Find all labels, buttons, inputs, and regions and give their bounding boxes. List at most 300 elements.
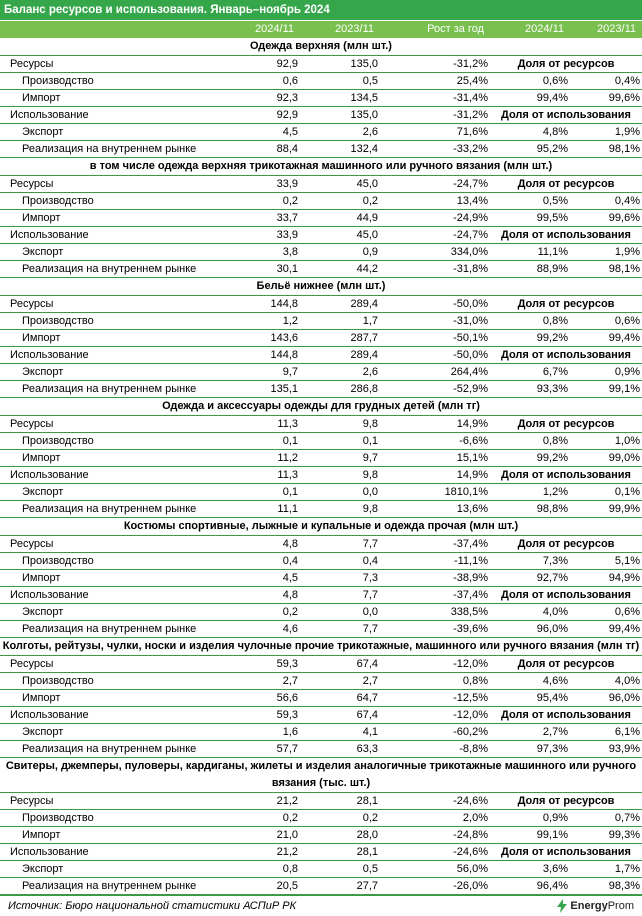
- share-2024: 4,0%: [542, 606, 568, 618]
- share-2023: 1,7%: [614, 863, 640, 875]
- table-row: [0, 313, 642, 330]
- value-2023: 286,8: [350, 383, 378, 395]
- share-2024: 2,7%: [542, 726, 568, 738]
- header-share-2023: 2023/11: [597, 23, 636, 35]
- row-label: Производство: [22, 675, 94, 687]
- row-label: Реализация на внутреннем рынке: [22, 263, 197, 275]
- value-2023: 64,7: [356, 692, 378, 704]
- row-label: Ресурсы: [10, 418, 54, 430]
- share-2023: 0,4%: [614, 195, 640, 207]
- share-2023: 1,9%: [614, 246, 640, 258]
- share-2023: 0,9%: [614, 366, 640, 378]
- share-2024: 1,2%: [542, 486, 568, 498]
- value-2023: 289,4: [350, 298, 378, 310]
- growth-value: -8,8%: [459, 743, 488, 755]
- value-2024: 21,2: [276, 795, 298, 807]
- growth-value: -38,9%: [453, 572, 488, 584]
- table-row: [0, 176, 642, 193]
- table-row: [0, 741, 642, 758]
- table-row: [0, 416, 642, 433]
- share-resources-heading: Доля от ресурсов: [517, 418, 615, 430]
- share-2023: 4,0%: [614, 675, 640, 687]
- share-2024: 99,4%: [536, 92, 568, 104]
- table-row: [0, 484, 642, 501]
- growth-value: -39,6%: [453, 623, 488, 635]
- value-2024: 21,2: [276, 846, 298, 858]
- growth-value: 71,6%: [456, 126, 488, 138]
- value-2023: 7,3: [362, 572, 378, 584]
- table-row: [0, 347, 642, 364]
- value-2024: 4,6: [282, 623, 298, 635]
- row-label: Реализация на внутреннем рынке: [22, 880, 197, 892]
- table-row: [0, 656, 642, 673]
- table-row: [0, 604, 642, 621]
- share-usage-heading: Доля от использования: [501, 709, 631, 721]
- table-row: [0, 90, 642, 107]
- row-label: Использование: [10, 349, 89, 361]
- value-2024: 9,7: [282, 366, 298, 378]
- share-2024: 0,6%: [542, 75, 568, 87]
- value-2023: 0,5: [362, 863, 378, 875]
- share-resources-heading: Доля от ресурсов: [517, 298, 615, 310]
- table-row: [0, 381, 642, 398]
- share-2024: 0,5%: [542, 195, 568, 207]
- row-label: Ресурсы: [10, 538, 54, 550]
- row-label: Использование: [10, 589, 89, 601]
- growth-value: -31,4%: [453, 92, 488, 104]
- share-2023: 98,1%: [608, 143, 640, 155]
- value-2023: 4,1: [362, 726, 378, 738]
- share-2024: 0,8%: [542, 435, 568, 447]
- header-2024: 2024/11: [255, 23, 294, 35]
- page-title: Баланс ресурсов и использования. Январь–ноябрь 2024: [0, 0, 642, 20]
- value-2023: 44,2: [356, 263, 378, 275]
- row-label: Экспорт: [22, 863, 64, 875]
- table-row: [0, 861, 642, 878]
- value-2024: 135,1: [270, 383, 298, 395]
- growth-value: 14,9%: [456, 418, 488, 430]
- share-usage-heading: Доля от использования: [501, 349, 631, 361]
- row-label: Ресурсы: [10, 795, 54, 807]
- table-row: [0, 261, 642, 278]
- value-2024: 33,7: [276, 212, 298, 224]
- row-label: Ресурсы: [10, 658, 54, 670]
- source-note: Источник: Бюро национальной статистики АСПиР РК: [8, 900, 297, 912]
- share-2024: 3,6%: [542, 863, 568, 875]
- value-2023: 67,4: [356, 658, 378, 670]
- row-label: Экспорт: [22, 486, 64, 498]
- balance-table: [0, 38, 642, 895]
- share-usage-heading: Доля от использования: [501, 469, 631, 481]
- growth-value: 0,8%: [462, 675, 488, 687]
- row-label: Использование: [10, 109, 89, 121]
- header-growth: Рост за год: [427, 23, 484, 35]
- value-2023: 45,0: [356, 178, 378, 190]
- value-2023: 0,1: [362, 435, 378, 447]
- value-2024: 0,8: [282, 863, 298, 875]
- table-row: [0, 587, 642, 604]
- value-2023: 135,0: [350, 58, 378, 70]
- growth-value: 14,9%: [456, 469, 488, 481]
- row-label: Использование: [10, 846, 89, 858]
- share-2024: 92,7%: [536, 572, 568, 584]
- share-2023: 6,1%: [614, 726, 640, 738]
- value-2024: 92,9: [276, 109, 298, 121]
- section-title: Бельё нижнее (млн шт.): [0, 278, 642, 296]
- table-row: [0, 878, 642, 895]
- growth-value: -26,0%: [453, 880, 488, 892]
- value-2023: 63,3: [356, 743, 378, 755]
- row-label: Производство: [22, 812, 94, 824]
- table-row: [0, 244, 642, 261]
- share-2024: 96,0%: [536, 623, 568, 635]
- value-2024: 0,6: [282, 75, 298, 87]
- value-2023: 0,0: [362, 486, 378, 498]
- value-2023: 45,0: [356, 229, 378, 241]
- table-row: [0, 793, 642, 810]
- footer: [0, 895, 642, 916]
- value-2023: 9,8: [362, 469, 378, 481]
- table-row: [0, 433, 642, 450]
- table-row: [0, 690, 642, 707]
- value-2023: 135,0: [350, 109, 378, 121]
- row-label: Импорт: [22, 212, 61, 224]
- row-label: Импорт: [22, 829, 61, 841]
- value-2024: 0,1: [282, 435, 298, 447]
- value-2023: 0,5: [362, 75, 378, 87]
- growth-value: -24,7%: [453, 178, 488, 190]
- table-row: [0, 124, 642, 141]
- value-2024: 33,9: [276, 178, 298, 190]
- value-2024: 0,2: [282, 606, 298, 618]
- table-row: [0, 73, 642, 90]
- growth-value: 13,4%: [456, 195, 488, 207]
- share-2024: 99,1%: [536, 829, 568, 841]
- value-2024: 2,7: [282, 675, 298, 687]
- header-label-spacer: [0, 21, 240, 38]
- column-header-row: [0, 20, 642, 38]
- value-2023: 132,4: [350, 143, 378, 155]
- value-2024: 4,8: [282, 589, 298, 601]
- share-resources-heading: Доля от ресурсов: [517, 58, 615, 70]
- row-label: Экспорт: [22, 246, 64, 258]
- table-row: [0, 450, 642, 467]
- share-2023: 1,0%: [614, 435, 640, 447]
- value-2024: 33,9: [276, 229, 298, 241]
- share-2024: 95,4%: [536, 692, 568, 704]
- value-2023: 7,7: [362, 623, 378, 635]
- logo-main-text: Energy: [570, 900, 608, 912]
- growth-value: -24,9%: [453, 212, 488, 224]
- value-2023: 2,6: [362, 366, 378, 378]
- value-2024: 4,5: [282, 126, 298, 138]
- value-2023: 0,4: [362, 555, 378, 567]
- section-title: Костюмы спортивные, лыжные и купальные и одежда прочая (млн шт.): [0, 518, 642, 536]
- growth-value: -31,2%: [453, 109, 488, 121]
- share-2024: 98,8%: [536, 503, 568, 515]
- section-title: Свитеры, джемперы, пуловеры, кардиганы, жилеты и изделия аналогичные трикотажные машинного или ручного вязания (тыс. шт.): [0, 758, 642, 793]
- value-2024: 30,1: [276, 263, 298, 275]
- value-2024: 56,6: [276, 692, 298, 704]
- growth-value: 334,0%: [450, 246, 488, 258]
- table-row: [0, 570, 642, 587]
- value-2023: 7,7: [362, 589, 378, 601]
- share-2023: 99,6%: [608, 92, 640, 104]
- row-label: Использование: [10, 709, 89, 721]
- value-2024: 144,8: [270, 349, 298, 361]
- value-2024: 1,2: [282, 315, 298, 327]
- row-label: Производство: [22, 195, 94, 207]
- share-2023: 93,9%: [608, 743, 640, 755]
- table-row: [0, 810, 642, 827]
- share-2024: 6,7%: [542, 366, 568, 378]
- share-resources-heading: Доля от ресурсов: [517, 178, 615, 190]
- row-label: Экспорт: [22, 726, 64, 738]
- share-2024: 0,9%: [542, 812, 568, 824]
- value-2024: 0,2: [282, 812, 298, 824]
- growth-value: -12,0%: [453, 658, 488, 670]
- section-title: в том числе одежда верхняя трикотажная машинного или ручного вязания (млн шт.): [0, 158, 642, 176]
- share-usage-heading: Доля от использования: [501, 109, 631, 121]
- value-2024: 144,8: [270, 298, 298, 310]
- growth-value: 15,1%: [456, 452, 488, 464]
- table-row: [0, 553, 642, 570]
- share-2023: 0,7%: [614, 812, 640, 824]
- share-2023: 99,4%: [608, 332, 640, 344]
- value-2024: 4,5: [282, 572, 298, 584]
- value-2024: 21,0: [276, 829, 298, 841]
- growth-value: 56,0%: [456, 863, 488, 875]
- table-row: [0, 467, 642, 484]
- value-2023: 0,2: [362, 812, 378, 824]
- value-2023: 2,6: [362, 126, 378, 138]
- growth-value: -24,6%: [453, 795, 488, 807]
- table-row: [0, 107, 642, 124]
- share-2023: 5,1%: [614, 555, 640, 567]
- value-2024: 143,6: [270, 332, 298, 344]
- share-resources-heading: Доля от ресурсов: [517, 658, 615, 670]
- table-row: [0, 227, 642, 244]
- share-resources-heading: Доля от ресурсов: [517, 795, 615, 807]
- header-2023: 2023/11: [335, 23, 374, 35]
- share-2023: 0,6%: [614, 315, 640, 327]
- row-label: Ресурсы: [10, 58, 54, 70]
- value-2024: 92,9: [276, 58, 298, 70]
- table-row: [0, 707, 642, 724]
- logo-sub-text: Prom: [607, 900, 634, 912]
- share-2023: 99,9%: [608, 503, 640, 515]
- value-2024: 59,3: [276, 709, 298, 721]
- value-2024: 11,2: [277, 452, 298, 464]
- share-2023: 98,1%: [608, 263, 640, 275]
- row-label: Ресурсы: [10, 178, 54, 190]
- table-row: [0, 141, 642, 158]
- row-label: Использование: [10, 469, 89, 481]
- share-usage-heading: Доля от использования: [501, 229, 631, 241]
- value-2023: 28,1: [356, 846, 378, 858]
- table-row: [0, 844, 642, 861]
- value-2024: 0,1: [282, 486, 298, 498]
- growth-value: 338,5%: [450, 606, 488, 618]
- growth-value: -31,8%: [453, 263, 488, 275]
- value-2023: 9,8: [362, 503, 378, 515]
- table-row: [0, 193, 642, 210]
- share-2024: 7,3%: [542, 555, 568, 567]
- share-2023: 0,1%: [614, 486, 640, 498]
- row-label: Импорт: [22, 92, 61, 104]
- share-2023: 98,3%: [608, 880, 640, 892]
- row-label: Импорт: [22, 692, 61, 704]
- share-2024: 96,4%: [536, 880, 568, 892]
- value-2024: 20,5: [276, 880, 298, 892]
- row-label: Производство: [22, 555, 94, 567]
- value-2023: 7,7: [362, 538, 378, 550]
- value-2024: 57,7: [276, 743, 298, 755]
- value-2023: 1,7: [362, 315, 378, 327]
- value-2023: 2,7: [362, 675, 378, 687]
- growth-value: -33,2%: [453, 143, 488, 155]
- growth-value: -31,0%: [453, 315, 488, 327]
- row-label: Реализация на внутреннем рынке: [22, 503, 197, 515]
- row-label: Использование: [10, 229, 89, 241]
- table-row: [0, 56, 642, 73]
- table-row: [0, 330, 642, 347]
- value-2024: 59,3: [276, 658, 298, 670]
- share-2024: 88,9%: [536, 263, 568, 275]
- growth-value: -50,0%: [453, 349, 488, 361]
- energyprom-logo: [556, 899, 634, 913]
- table-row: [0, 673, 642, 690]
- growth-value: -24,7%: [453, 229, 488, 241]
- share-2024: 95,2%: [536, 143, 568, 155]
- value-2024: 4,8: [282, 538, 298, 550]
- value-2024: 1,6: [282, 726, 298, 738]
- table-row: [0, 210, 642, 227]
- table-row: [0, 501, 642, 518]
- share-2023: 96,0%: [608, 692, 640, 704]
- growth-value: -50,0%: [453, 298, 488, 310]
- row-label: Ресурсы: [10, 298, 54, 310]
- header-share-2024: 2024/11: [525, 23, 564, 35]
- share-usage-heading: Доля от использования: [501, 589, 631, 601]
- share-2023: 0,6%: [614, 606, 640, 618]
- value-2023: 27,7: [356, 880, 378, 892]
- growth-value: -31,2%: [453, 58, 488, 70]
- value-2023: 289,4: [350, 349, 378, 361]
- share-2023: 1,9%: [614, 126, 640, 138]
- share-2024: 99,2%: [536, 332, 568, 344]
- value-2023: 0,2: [362, 195, 378, 207]
- value-2023: 44,9: [356, 212, 378, 224]
- value-2023: 28,0: [356, 829, 378, 841]
- share-2023: 99,1%: [608, 383, 640, 395]
- growth-value: -60,2%: [453, 726, 488, 738]
- growth-value: 25,4%: [456, 75, 488, 87]
- table-row: [0, 724, 642, 741]
- row-label: Импорт: [22, 332, 61, 344]
- value-2023: 134,5: [350, 92, 378, 104]
- row-label: Реализация на внутреннем рынке: [22, 623, 197, 635]
- share-2024: 99,5%: [536, 212, 568, 224]
- value-2023: 67,4: [356, 709, 378, 721]
- share-2023: 0,4%: [614, 75, 640, 87]
- growth-value: -24,8%: [453, 829, 488, 841]
- share-2024: 11,1%: [537, 246, 568, 258]
- table-row: [0, 364, 642, 381]
- row-label: Реализация на внутреннем рынке: [22, 143, 197, 155]
- share-resources-heading: Доля от ресурсов: [517, 538, 615, 550]
- share-2024: 0,8%: [542, 315, 568, 327]
- value-2024: 88,4: [276, 143, 298, 155]
- section-title: Одежда верхняя (млн шт.): [0, 38, 642, 56]
- value-2024: 0,4: [282, 555, 298, 567]
- growth-value: -12,5%: [453, 692, 488, 704]
- value-2023: 0,0: [362, 606, 378, 618]
- value-2023: 0,9: [362, 246, 378, 258]
- row-label: Экспорт: [22, 126, 64, 138]
- section-title: Колготы, рейтузы, чулки, носки и изделия чулочные прочие трикотажные, машинного или ручного вязания (млн тг): [0, 638, 642, 656]
- row-label: Реализация на внутреннем рынке: [22, 743, 197, 755]
- share-2024: 4,8%: [542, 126, 568, 138]
- share-2023: 99,3%: [608, 829, 640, 841]
- row-label: Производство: [22, 435, 94, 447]
- table-row: [0, 296, 642, 313]
- row-label: Импорт: [22, 452, 61, 464]
- value-2024: 92,3: [276, 92, 298, 104]
- value-2023: 9,7: [362, 452, 378, 464]
- value-2023: 287,7: [350, 332, 378, 344]
- value-2024: 11,1: [277, 503, 298, 515]
- value-2024: 11,3: [277, 469, 298, 481]
- share-2024: 4,6%: [542, 675, 568, 687]
- value-2024: 3,8: [282, 246, 298, 258]
- value-2024: 11,3: [277, 418, 298, 430]
- table-row: [0, 536, 642, 553]
- table-row: [0, 621, 642, 638]
- growth-value: 1810,1%: [444, 486, 488, 498]
- row-label: Производство: [22, 75, 94, 87]
- growth-value: -24,6%: [453, 846, 488, 858]
- section-title: Одежда и аксессуары одежды для грудных детей (млн тг): [0, 398, 642, 416]
- share-2024: 99,2%: [536, 452, 568, 464]
- growth-value: -11,1%: [453, 555, 488, 567]
- row-label: Экспорт: [22, 606, 64, 618]
- growth-value: -50,1%: [453, 332, 488, 344]
- row-label: Экспорт: [22, 366, 64, 378]
- share-2023: 94,9%: [608, 572, 640, 584]
- value-2024: 0,2: [282, 195, 298, 207]
- growth-value: -52,9%: [453, 383, 488, 395]
- growth-value: -12,0%: [453, 709, 488, 721]
- growth-value: -37,4%: [453, 538, 488, 550]
- table-row: [0, 827, 642, 844]
- growth-value: -37,4%: [453, 589, 488, 601]
- share-2023: 99,4%: [608, 623, 640, 635]
- growth-value: -6,6%: [459, 435, 488, 447]
- share-2024: 97,3%: [536, 743, 568, 755]
- share-2023: 99,0%: [608, 452, 640, 464]
- row-label: Производство: [22, 315, 94, 327]
- share-2024: 93,3%: [536, 383, 568, 395]
- growth-value: 13,6%: [456, 503, 488, 515]
- row-label: Импорт: [22, 572, 61, 584]
- value-2023: 28,1: [356, 795, 378, 807]
- growth-value: 264,4%: [450, 366, 488, 378]
- lightning-icon: [556, 899, 568, 913]
- row-label: Реализация на внутреннем рынке: [22, 383, 197, 395]
- share-usage-heading: Доля от использования: [501, 846, 631, 858]
- share-2023: 99,6%: [608, 212, 640, 224]
